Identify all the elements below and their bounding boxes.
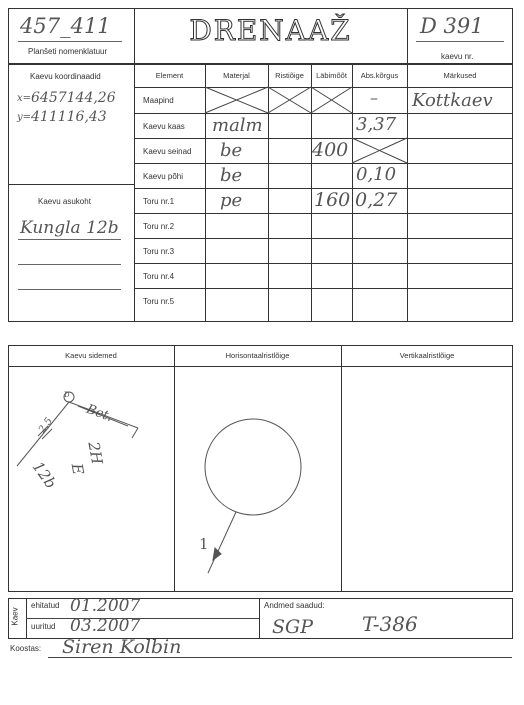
element-pipe-5: Toru nr.5: [143, 297, 175, 306]
row-sep-1: [134, 113, 513, 114]
built-value: 01.2007: [70, 596, 141, 616]
surveyed-value: 03.2007: [70, 616, 141, 636]
nomenclature-label: Planšeti nomenklatuur: [28, 47, 108, 56]
ties-sketch: [8, 366, 174, 592]
element-pipe-3: Toru nr.3: [143, 247, 175, 256]
location-line-3: [18, 289, 121, 290]
element-ground: Maapind: [143, 96, 174, 105]
coords-divider: [8, 184, 135, 185]
data-from-value-1: SGP: [272, 616, 313, 638]
surveyed-label: uuritud: [31, 622, 56, 631]
element-bottom: Kaevu põhi: [143, 172, 184, 181]
coords-label: Kaevu koordinaadid: [30, 72, 101, 81]
cell-ground-remarks: Kottkaev: [412, 90, 493, 111]
compiler-underline: [48, 657, 512, 658]
footer-mid-divider: [259, 598, 260, 639]
element-pipe-4: Toru nr.4: [143, 272, 175, 281]
section-horizontal-title: Horisontaalristlõige: [225, 351, 290, 360]
row-sep-6: [134, 238, 513, 239]
row-sep-0: [134, 87, 513, 88]
col-sep-2: [268, 64, 269, 322]
col-sep-4: [352, 64, 353, 322]
col-header-diameter: Läbimõõt: [316, 71, 347, 80]
ties-building-floors: 2H: [84, 440, 107, 466]
cell-pipe1-diameter: 160: [314, 189, 351, 211]
ties-building-number: 12b: [28, 458, 60, 492]
horizontal-section-sketch: [175, 366, 341, 592]
row-sep-8: [134, 288, 513, 289]
col-sep-1: [205, 64, 206, 322]
compiler-value: Siren Kolbin: [62, 636, 182, 658]
section-ties-title: Kaevu sidemed: [65, 351, 117, 360]
sketch-divider-2: [341, 345, 342, 592]
ties-building-type: E: [67, 462, 88, 476]
coords-y-prefix: y=: [17, 112, 32, 123]
coords-y-value: 411116,43: [31, 109, 107, 125]
row-sep-3: [134, 163, 513, 164]
built-label: ehitatud: [31, 601, 60, 610]
coords-x-value: 6457144,26: [31, 90, 116, 106]
well-number-value: D 391: [420, 14, 484, 38]
page-title: DRENAAŽ: [189, 14, 352, 47]
ties-marker: D: [64, 391, 70, 399]
row-sep-5: [134, 213, 513, 214]
col-sep-3: [311, 64, 312, 322]
data-from-value-2: T-386: [362, 612, 418, 636]
row-sep-7: [134, 263, 513, 264]
col-header-cross-section: Ristiõige: [275, 71, 304, 80]
section-vertical-title: Vertikaalristlõige: [399, 351, 455, 360]
cell-lid-material: malm: [212, 115, 263, 136]
compiler-label: Koostas:: [10, 644, 42, 653]
element-walls: Kaevu seinad: [143, 147, 192, 156]
cell-walls-diameter: 400: [312, 139, 349, 161]
col-sep-5: [407, 64, 408, 322]
well-number-label: kaevu nr.: [441, 52, 474, 61]
footer-side-label: Kaev: [10, 607, 20, 626]
cell-lid-elevation: 3,37: [356, 114, 397, 135]
cell-pipe1-elevation: 0,27: [355, 189, 398, 211]
col-header-remarks: Märkused: [443, 71, 477, 80]
element-lid: Kaevu kaas: [143, 122, 185, 131]
location-value: Kungla 12b: [20, 218, 119, 238]
col-header-element: Element: [155, 71, 184, 80]
ties-wall-label: Bet.: [84, 401, 115, 426]
cell-bottom-elevation: 0,10: [356, 164, 397, 185]
col-header-elevation: Abs.kõrgus: [360, 71, 399, 80]
location-label: Kaevu asukoht: [38, 197, 91, 206]
well-number-underline: [416, 41, 504, 42]
coords-x-prefix: x=: [17, 93, 32, 104]
cell-pipe1-material: pe: [220, 190, 243, 211]
ties-dim-side: 2,5: [36, 415, 56, 436]
footer-built-line: [26, 618, 259, 619]
location-line-1: [18, 239, 121, 240]
cell-walls-material: be: [220, 140, 243, 161]
data-from-label: Andmed saadud:: [264, 601, 325, 610]
location-line-2: [18, 264, 121, 265]
cell-bottom-material: be: [220, 165, 243, 186]
nomenclature-value: 457_411: [20, 14, 111, 38]
nomenclature-underline: [18, 41, 122, 42]
pipe-number: 1: [199, 535, 209, 553]
col-header-material: Materjal: [223, 71, 250, 80]
element-pipe-2: Toru nr.2: [143, 222, 175, 231]
cell-ground-elevation: –: [370, 88, 378, 107]
header-divider-right: [407, 8, 408, 64]
element-pipe-1: Toru nr.1: [143, 197, 175, 206]
